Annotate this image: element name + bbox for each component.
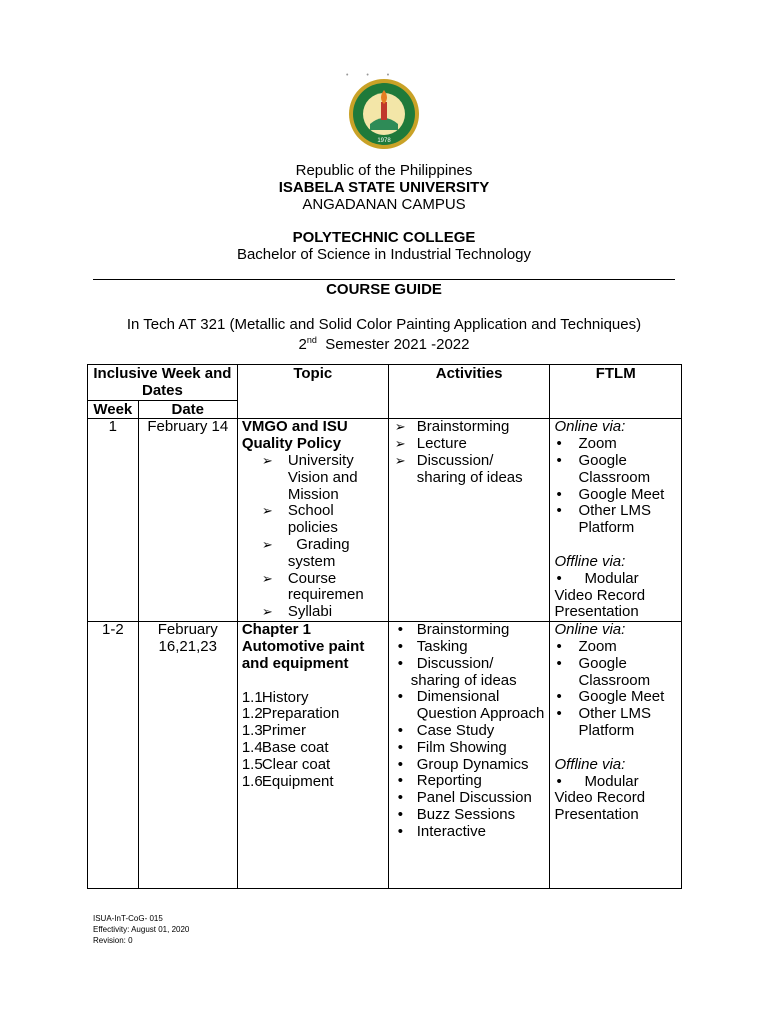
- list-item: • Google Meet: [554, 689, 677, 706]
- offline-label: Offline via:: [554, 552, 626, 570]
- college-name: POLYTECHNIC COLLEGE: [292, 229, 476, 246]
- topic-list: [242, 453, 384, 621]
- document-footer: [93, 913, 189, 946]
- republic-line: Republic of the Philippines: [295, 162, 473, 179]
- topic-cell: [237, 419, 388, 622]
- course-guide-table: [87, 364, 682, 889]
- date-cell: February 16,21,23: [138, 622, 237, 889]
- university-name: ISABELA STATE UNIVERSITY: [278, 179, 490, 196]
- table-row: [88, 419, 682, 622]
- date-cell: February 14: [138, 419, 237, 622]
- list-item: ➢ Course requiremen: [242, 571, 384, 605]
- online-list: [554, 639, 677, 740]
- col-header-inclusive: Inclusive Week and Dates: [88, 365, 238, 401]
- col-header-ftlm: FTLM: [550, 365, 682, 419]
- col-header-topic: Topic: [237, 365, 388, 419]
- revision-number: Revision: 0: [93, 936, 133, 945]
- topic-title: VMGO and ISU Quality Policy: [241, 418, 348, 453]
- table-row: [88, 622, 682, 889]
- table-header-row: [88, 365, 682, 401]
- list-item: 1.4Base coat: [241, 738, 329, 756]
- list-item: • Interactive: [393, 824, 546, 841]
- list-item: • Discussion/: [393, 656, 546, 673]
- list-item: 1.5Clear coat: [241, 755, 331, 773]
- semester-line: 2nd Semester 2021 -2022: [298, 335, 470, 353]
- list-item: • Group Dynamics: [393, 757, 546, 774]
- list-item: • Modular: [554, 571, 677, 588]
- topic-title: Chapter 1 Automotive paint and equipment: [241, 621, 365, 672]
- activities-cell: [388, 622, 550, 889]
- col-header-week: Week: [88, 400, 139, 419]
- online-list: [554, 436, 677, 537]
- list-item: 1.2Preparation: [241, 705, 340, 723]
- ftlm-cell: [550, 622, 682, 889]
- course-title: In Tech AT 321 (Metallic and Solid Color Painting Application and Techniques): [126, 316, 642, 333]
- list-item: • Dimensional Question Approach: [393, 689, 546, 723]
- list-item: ➢ University Vision and Mission: [242, 453, 384, 503]
- offline-label: Offline via:: [554, 755, 626, 773]
- week-cell: 1-2: [88, 622, 139, 889]
- campus-name: ANGADANAN CAMPUS: [302, 196, 466, 213]
- activities-cell: [388, 419, 550, 622]
- list-item: • Film Showing: [393, 740, 546, 757]
- list-item: 1.1History: [241, 688, 309, 706]
- list-item: ➢ Discussion/ sharing of ideas: [393, 453, 546, 487]
- program-name: Bachelor of Science in Industrial Technology: [236, 246, 532, 263]
- list-item: • Other LMS Platform: [554, 706, 677, 740]
- list-item: • Modular: [554, 774, 677, 791]
- activities-list-cont: [393, 689, 546, 840]
- doc-title: COURSE GUIDE: [326, 281, 442, 298]
- list-item: • Zoom: [554, 639, 677, 656]
- list-item: • Reporting: [393, 773, 546, 790]
- list-item: 1.6Equipment: [241, 772, 334, 790]
- list-item: • Zoom: [554, 436, 677, 453]
- list-item: • Google Classroom: [554, 656, 677, 690]
- offline-list: [554, 571, 677, 588]
- seal-year: 1978: [377, 138, 391, 144]
- list-item: ➢ Grading system: [242, 537, 384, 571]
- activities-list: [393, 419, 546, 486]
- list-item: • Other LMS Platform: [554, 503, 677, 537]
- list-item: • Google Classroom: [554, 453, 677, 487]
- list-item: • Google Meet: [554, 487, 677, 504]
- list-item: • Buzz Sessions: [393, 807, 546, 824]
- offline-detail: Video Record Presentation: [554, 586, 646, 621]
- list-item: • Tasking: [393, 639, 546, 656]
- list-item: • Panel Discussion: [393, 790, 546, 807]
- online-label: Online via:: [554, 621, 626, 639]
- header-divider: [93, 279, 675, 280]
- topic-cell: [237, 622, 388, 889]
- list-item: • Brainstorming: [393, 622, 546, 639]
- list-item: ➢ Brainstorming: [393, 419, 546, 436]
- university-seal-logo: [346, 78, 422, 150]
- col-header-date: Date: [138, 400, 237, 419]
- list-item: ➢ Lecture: [393, 436, 546, 453]
- online-label: Online via:: [554, 418, 626, 436]
- ftlm-cell: [550, 419, 682, 622]
- effectivity-date: Effectivity: August 01, 2020: [93, 925, 190, 934]
- week-cell: 1: [88, 419, 139, 622]
- offline-detail: Video Record Presentation: [554, 789, 646, 824]
- subtopic-list: [242, 690, 384, 791]
- list-item: 1.3Primer: [241, 722, 307, 740]
- list-item: • Case Study: [393, 723, 546, 740]
- seal-dots: • • •: [346, 72, 398, 79]
- activities-list: [393, 622, 546, 672]
- col-header-activities: Activities: [388, 365, 550, 419]
- activity-continuation: sharing of ideas: [410, 671, 517, 689]
- offline-list: [554, 774, 677, 791]
- form-code: ISUA-InT-CoG- 015: [93, 914, 163, 923]
- list-item: ➢ School policies: [242, 503, 384, 537]
- list-item: ➢ Syllabi: [242, 604, 384, 621]
